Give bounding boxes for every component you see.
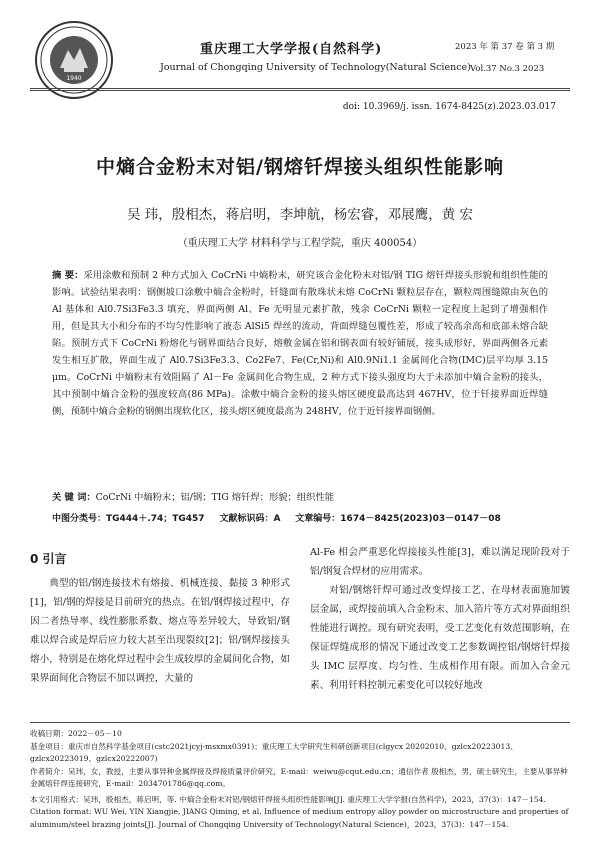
keywords-text: CoCrNi 中熵粉末；铝/钢；TIG 熔钎焊；形貌；组织性能: [95, 492, 335, 503]
header-rule-thin: [30, 90, 570, 91]
classification-line: [52, 511, 548, 524]
citation-cn: 本文引用格式：吴玮，殷相杰，蒋启明，等. 中熵合金粉末对铝/钢熔钎焊接头组织性能影响[J]. 重庆理工大学学报(自然科学)，2023，37(3)：147－154.: [30, 794, 546, 804]
author-list: 吴 玮，殷相杰，蒋启明，李坤航，杨宏睿，邓展鹰，黄 宏: [126, 207, 474, 223]
clc-number: 中图分类号：TG444＋.74；TG457: [52, 514, 205, 524]
journal-title-cn: 重庆理工大学学报(自然科学): [200, 42, 383, 57]
footnotes: [30, 728, 570, 831]
intro-paragraph-continued: Al-Fe 相会严重恶化焊接接头性能[3]，难以满足现阶段对于铝/钢复合焊材的应用需求。: [310, 547, 570, 577]
intro-right-column: [310, 543, 570, 695]
issue-info-en: Vol.37 No.3 2023: [470, 64, 545, 74]
abstract-label: 摘 要：: [52, 270, 84, 281]
section-heading-intro: 0 引言: [30, 552, 67, 566]
header-rule: [30, 88, 570, 89]
footnote-rule: [30, 722, 570, 723]
paper-title: 中熵合金粉末对铝/钢熔钎焊接头组织性能影响: [96, 156, 504, 178]
intro-paragraph: 对铝/钢熔钎焊可通过改变焊接工艺、在母材表面施加镀层金属，或焊接前填入合金粉末、加入箔片等方式对界面组织性能进行调控。现有研究表明，受工艺变化有效范围影响，在保证焊缝成形的情况下通过改变工艺参数调控铝/钢熔钎焊接头 IMC 层厚度、均匀性、生成相作用有限。而加入合金元素、利用钎料控制元素变化可以较好地改: [310, 585, 570, 691]
affiliation: （重庆理工大学 材料科学与工程学院，重庆 400054）: [177, 238, 423, 249]
keywords: [52, 490, 548, 506]
received-date: 收稿日期：2022－05－10: [30, 729, 122, 738]
svg-text:1940: 1940: [66, 75, 82, 82]
issue-info-cn: 2023 年 第 37 卷 第 3 期: [455, 42, 555, 52]
journal-title-en: Journal of Chongqing University of Technology(Natural Science): [160, 62, 471, 73]
intro-left-column: [30, 574, 290, 688]
author-info: 作者简介：吴玮，女，教授，主要从事异种金属焊接及焊接质量评价研究，E-mail：weiwu@cqut.edu.cn；通信作者 殷相杰，男，硕士研究生，主要从事异种金属熔钎焊连接研究，E-mail：2034701786@qq.com。: [30, 766, 568, 788]
intro-paragraph: 典型的铝/钢连接技术有熔接、机械连接、黏接 3 种形式[1]，铝/钢的焊接是目前研究的热点。在铝/钢焊接过程中，存因二者热导率、线性膨胀系数、熔点等差异较大，导致铝/钢难以焊合或是焊后应力较大甚至出现裂纹[2]；铝/钢焊接接头熔小，特别是在熔化焊过程中会生成较厚的金属间化合物，如果界面间化合物层不加以调控，大量的: [30, 578, 290, 684]
abstract-text: 采用涂敷和预制 2 种方式加入 CoCrNi 中熵粉末，研究该合金化粉末对铝/钢 TIG 熔钎焊接头形貌和组织性能的影响。试验结果表明：钢侧坡口涂敷中熵合金粉时，钎缝面有散珠状未熔 CoCrNi 颗粒层存在，颗粒周围缝隙由灰色的 Al 基体和 Al0.7Si3Fe3.3 填充，界面两侧 Al、Fe 无明显元素扩散，残余 CoCrNi 颗粒一定程度上起到了增强相作用，但是其大小和分布的不均匀性影响了液态 AlSi5 焊丝的流动，背面焊缝包覆性差，形成了较高余高和底部未熔合缺陷。预制方式下 CoCrNi 粉熔化与钢界面结合良好，熔敷金属在铝和钢表面有较好铺展，接头成形好，界面两侧各元素发生相互扩散，界面生成了 Al0.7Si3Fe3.3、Co2Fe7、Fe(Cr,Ni)和 Al0.9Ni1.1 金属间化合物(IMC)层平均厚 3.15 μm。CoCrNi 中熵粉末有效阻隔了 Al－Fe 金属间化合物生成，2 种方式下接头强度均大于未添加中熵合金粉的接头，其中预制中熵合金粉的强度较高(86 MPa)。涂敷中熵合金粉的接头熔区硬度最高达到 467HV，位于钎接界面近焊缝侧，预制中熵合金粉的钢侧出现软化区，接头熔区硬度最高为 248HV，位于近钎接界面钢侧。: [52, 270, 548, 417]
article-number: 文章编号：1674－8425(2023)03－0147－08: [295, 514, 501, 524]
doi: doi: 10.3969/j. issn. 1674-8425(z).2023.03.017: [342, 102, 556, 112]
keywords-label: 关 键 词：: [52, 492, 96, 503]
abstract: [52, 267, 548, 420]
citation-en: Citation format: WU Wei, YIN Xiangjie, JIANG Qiming, et al. Influence of medium entropy alloy powder on microstructure and properties of aluminum/steel brazing joints[J]. Journal of Chongqing University of Technology(Natural Science)，2023，37(3)：147－154.: [30, 807, 569, 829]
funding: 基金项目：重庆市自然科学基金项目(cstc2021jcyj-msxmx0391)；重庆理工大学研究生科研创新项目(clgycx 20202010、gzlcx20223013、gzlcx20223019、gzlcx20222007): [30, 741, 518, 763]
document-code: 文献标识码：A: [219, 514, 281, 524]
